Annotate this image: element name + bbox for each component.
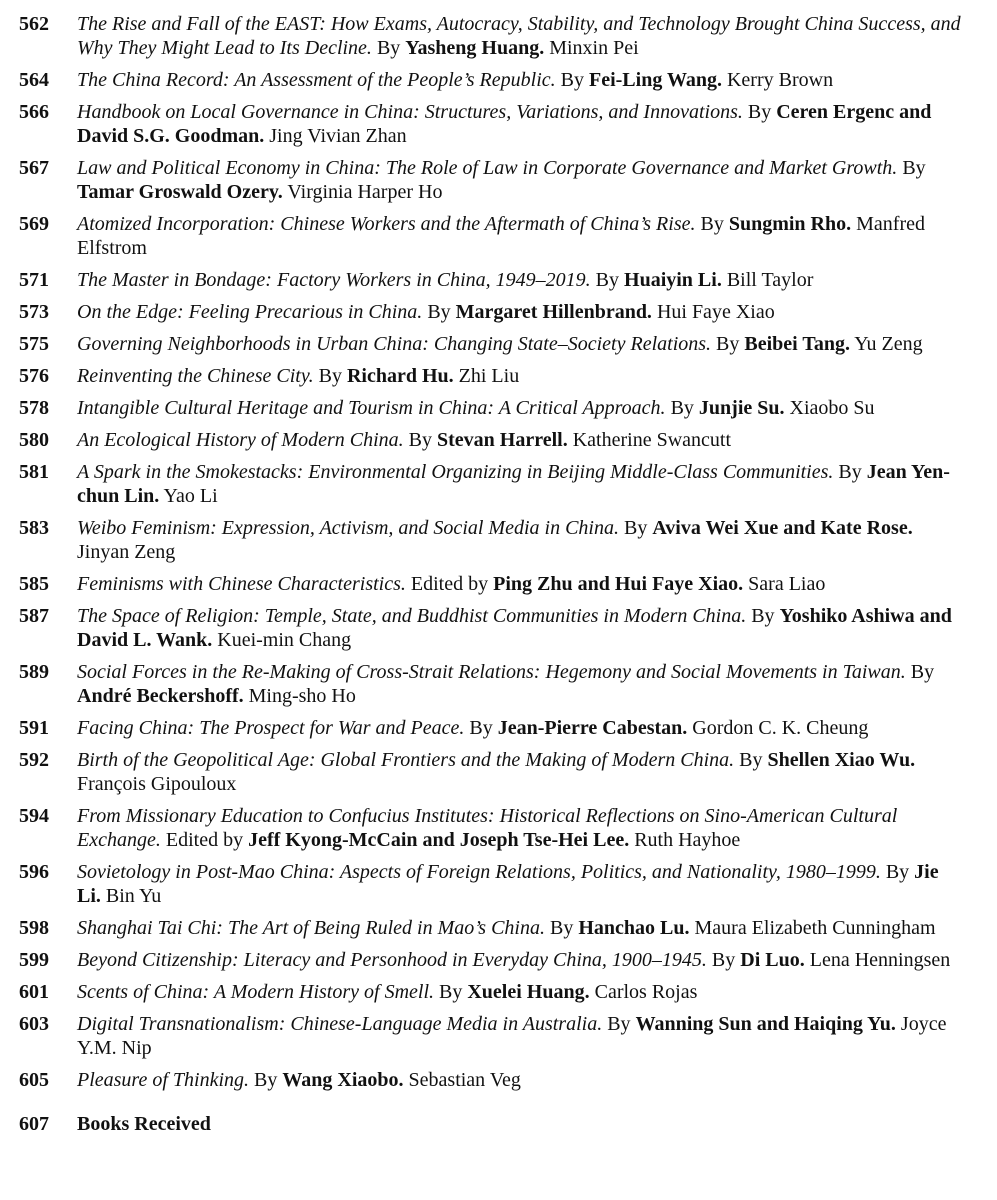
reviewer-name: Sara Liao [748,573,826,595]
page-number: 581 [19,461,49,483]
by-label: By [670,397,694,419]
by-label: By [885,861,910,883]
book-title: Beyond Citizenship: Literacy and Personhood in Everyday China, 1900–1945. [77,949,707,971]
book-author: Wang Xiaobo. [282,1069,404,1091]
by-label: By [550,917,574,939]
page-number: 589 [19,661,49,683]
by-label: By [751,605,775,627]
page-number: 591 [19,717,49,739]
review-entry [0,156,997,204]
book-author: Richard Hu. [346,365,454,387]
reviewer-name: François Gipouloux [77,773,237,795]
review-entry [0,804,997,852]
book-title: Weibo Feminism: Expression, Activism, and Social Media in China. [77,517,619,539]
by-label: By [607,1013,631,1035]
by-label: By [716,333,740,355]
review-entry [0,100,997,148]
book-title: Atomized Incorporation: Chinese Workers and the Aftermath of China’s Rise. [77,213,696,235]
book-title: Scents of China: A Modern History of Smell. [77,981,435,1003]
review-entry [0,948,997,972]
review-entry [0,748,997,796]
review-entry [0,980,997,1004]
page-number: 564 [19,69,49,91]
reviewer-name: Jing Vivian Zhan [269,125,407,147]
by-label: By [910,661,935,683]
book-title: Feminisms with Chinese Characteristics. [77,573,406,595]
page-number: 607 [19,1113,49,1135]
section-label: Books Received [77,1113,211,1135]
reviewer-name: Ruth Hayhoe [634,829,741,851]
review-entry [0,716,997,740]
review-entry [0,396,997,420]
by-label: By [700,213,724,235]
by-label: By [376,37,401,59]
book-title: The Rise and Fall of the EAST: How Exams, Autocracy, Stability, and Technology Brought China Success, and Why They Might Lead to Its Decline. [77,13,961,59]
page-number: 567 [19,157,49,179]
reviewer-name: Lena Henningsen [809,949,951,971]
page-number: 585 [19,573,49,595]
book-author: Hanchao Lu. [578,917,690,939]
by-label: By [739,749,763,771]
reviewer-name: Gordon C. K. Cheung [692,717,869,739]
book-author: Jeff Kyong-McCain and Joseph Tse-Hei Lee. [248,829,630,851]
review-entry [0,572,997,596]
book-author: Shellen Xiao Wu. [767,749,916,771]
book-title: Governing Neighborhoods in Urban China: Changing State–Society Relations. [77,333,712,355]
book-title: An Ecological History of Modern China. [77,429,404,451]
review-entry [0,660,997,708]
book-author: Sungmin Rho. [728,213,852,235]
book-author: Di Luo. [740,949,805,971]
book-author: Wanning Sun and Haiqing Yu. [635,1013,896,1035]
book-title: On the Edge: Feeling Precarious in China. [77,301,423,323]
book-title: Birth of the Geopolitical Age: Global Frontiers and the Making of Modern China. [77,749,735,771]
review-entry [0,364,997,388]
by-label: By [427,301,451,323]
reviewer-name: Yu Zeng [854,333,923,355]
by-label: Edited by [165,829,244,851]
review-entry [0,1012,997,1060]
page-number: 587 [19,605,49,627]
book-title: Digital Transnationalism: Chinese-Language Media in Australia. [77,1013,603,1035]
page-number: 575 [19,333,49,355]
book-author: Tamar Groswald Ozery. [77,181,283,203]
by-label: By [902,157,926,179]
book-title: A Spark in the Smokestacks: Environmental Organizing in Beijing Middle-Class Communities. [77,461,834,483]
book-author: Beibei Tang. [744,333,850,355]
page-number: 571 [19,269,49,291]
review-entry [0,212,997,260]
by-label: By [838,461,862,483]
reviewer-name: Xiaobo Su [789,397,875,419]
reviewer-name: Jinyan Zeng [77,541,176,563]
book-title: Shanghai Tai Chi: The Art of Being Ruled in Mao’s China. [77,917,545,939]
review-entry [0,1068,997,1092]
book-title: Reinventing the Chinese City. [77,365,314,387]
page-number: 583 [19,517,49,539]
review-entry [0,332,997,356]
by-label: By [595,269,620,291]
reviewer-name: Manfred Elfstrom [77,213,925,259]
reviewer-name: Ming-sho Ho [248,685,356,707]
book-author: Yasheng Huang. [405,37,545,59]
page-number: 576 [19,365,49,387]
reviewer-name: Katherine Swancutt [572,429,731,451]
book-author: André Beckershoff. [77,685,244,707]
page-number: 598 [19,917,49,939]
by-label: By [711,949,736,971]
reviewer-name: Minxin Pei [549,37,639,59]
book-title: Intangible Cultural Heritage and Tourism in China: A Critical Approach. [77,397,666,419]
review-entry [0,300,997,324]
page-number: 592 [19,749,49,771]
book-author: Huaiyin Li. [624,269,722,291]
review-entry [0,428,997,452]
book-title: The Master in Bondage: Factory Workers in China, 1949–2019. [77,269,591,291]
book-author: Fei-Ling Wang. [588,69,722,91]
book-author: Margaret Hillenbrand. [455,301,652,323]
by-label: Edited by [410,573,489,595]
page-number: 562 [19,13,49,35]
review-entry [0,460,997,508]
page-number: 596 [19,861,49,883]
reviewer-name: Kerry Brown [726,69,834,91]
by-label: By [469,717,493,739]
by-label: By [439,981,463,1003]
reviewer-name: Sebastian Veg [408,1069,521,1091]
book-title: Handbook on Local Governance in China: Structures, Variations, and Innovations. [77,101,743,123]
review-entry [0,916,997,940]
by-label: By [254,1069,278,1091]
book-title: Sovietology in Post-Mao China: Aspects of Foreign Relations, Politics, and Nationality, 1980–1999. [77,861,881,883]
book-author: Jean Yen-chun Lin. [77,461,950,507]
page-number: 601 [19,981,49,1003]
reviewer-name: Bin Yu [105,885,162,907]
book-author: Xuelei Huang. [467,981,590,1003]
review-entry [0,604,997,652]
page-number: 569 [19,213,49,235]
book-title: Law and Political Economy in China: The Role of Law in Corporate Governance and Market Growth. [77,157,898,179]
book-title: The China Record: An Assessment of the People’s Republic. [77,69,556,91]
book-author: Ping Zhu and Hui Faye Xiao. [493,573,744,595]
book-title: Social Forces in the Re-Making of Cross-Strait Relations: Hegemony and Social Movements in Taiwan. [77,661,906,683]
reviewer-name: Joyce Y.M. Nip [77,1013,947,1059]
book-author: Yoshiko Ashiwa and David L. Wank. [77,605,952,651]
book-author: Jean-Pierre Cabestan. [497,717,688,739]
book-title: From Missionary Education to Confucius Institutes: Historical Reflections on Sino-American Cultural Exchange. [77,805,898,851]
book-author: Ceren Ergenc and David S.G. Goodman. [77,101,932,147]
reviewer-name: Virginia Harper Ho [287,181,443,203]
page-number: 599 [19,949,49,971]
book-author: Junjie Su. [698,397,785,419]
review-entry [0,516,997,564]
reviewer-name: Carlos Rojas [594,981,698,1003]
review-entry [0,860,997,908]
book-title: Pleasure of Thinking. [77,1069,250,1091]
page-number: 566 [19,101,49,123]
book-title: The Space of Religion: Temple, State, and Buddhist Communities in Modern China. [77,605,747,627]
by-label: By [747,101,772,123]
by-label: By [408,429,432,451]
reviewer-name: Zhi Liu [458,365,520,387]
reviewer-name: Hui Faye Xiao [656,301,775,323]
by-label: By [623,517,648,539]
reviewer-name: Bill Taylor [726,269,814,291]
reviewer-name: Maura Elizabeth Cunningham [694,917,936,939]
book-author: Stevan Harrell. [436,429,568,451]
reviewer-name: Yao Li [163,485,218,507]
page-number: 603 [19,1013,49,1035]
page-number: 578 [19,397,49,419]
by-label: By [560,69,584,91]
book-title: Facing China: The Prospect for War and Peace. [77,717,465,739]
page-number: 594 [19,805,49,827]
page-number: 573 [19,301,49,323]
books-received-entry [0,1112,997,1136]
review-entry [0,268,997,292]
review-entry [0,12,997,60]
page-number: 605 [19,1069,49,1091]
book-author: Jie Li. [77,861,939,907]
by-label: By [318,365,342,387]
book-author: Aviva Wei Xue and Kate Rose. [652,517,913,539]
reviewer-name: Kuei-min Chang [217,629,352,651]
page-number: 580 [19,429,49,451]
review-entry [0,68,997,92]
